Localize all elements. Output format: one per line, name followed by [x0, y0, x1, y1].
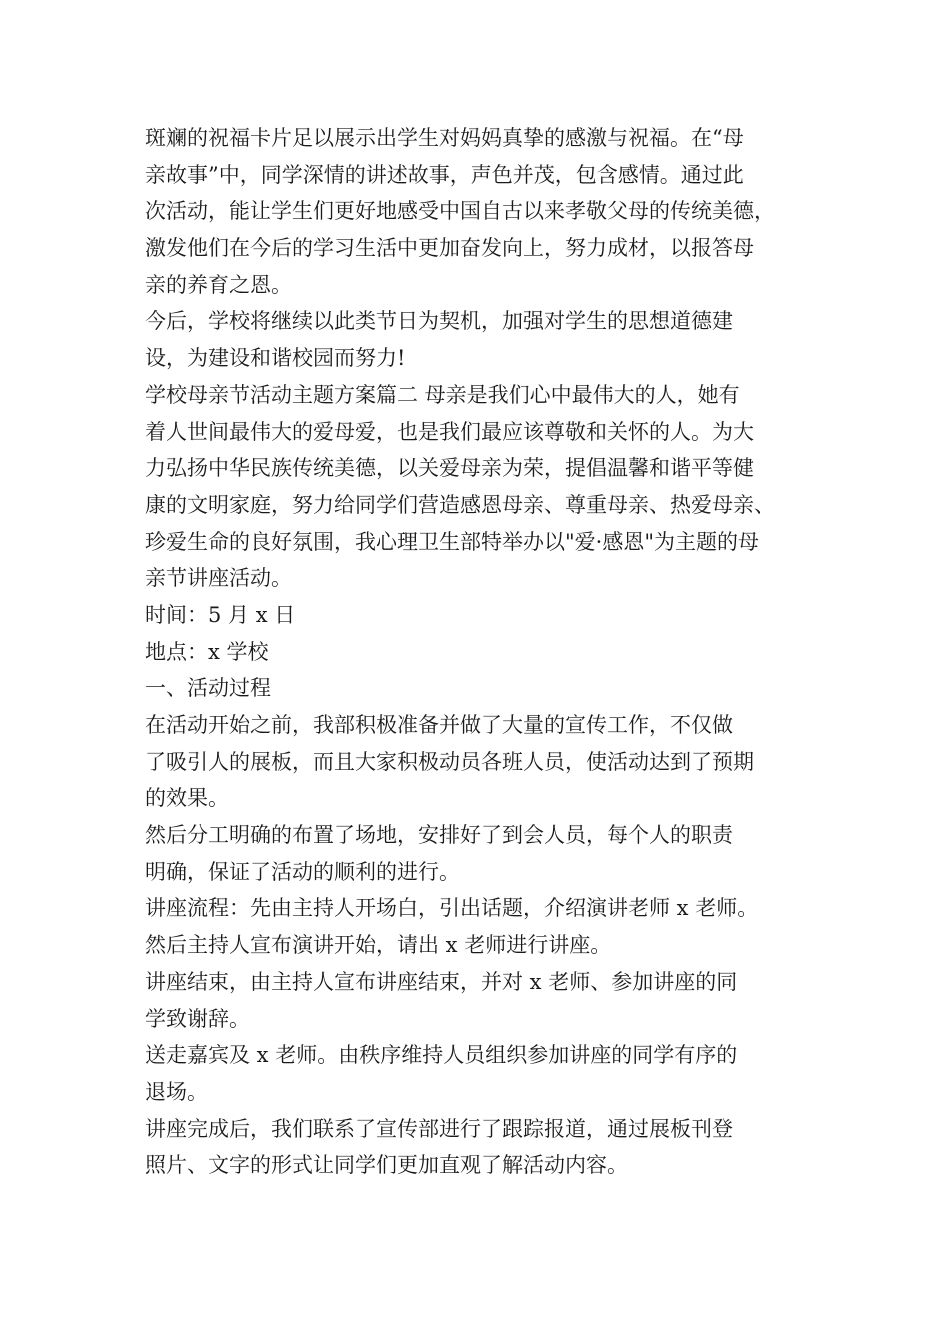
- text-line: 的效果。: [145, 786, 229, 811]
- location-line: 地点：x 学校: [145, 639, 269, 664]
- text-line: 明确，保证了活动的顺利的进行。: [145, 859, 460, 884]
- text-line: 斑斓的祝福卡片足以展示出学生对妈妈真挚的感激与祝福。在“母: [145, 126, 744, 150]
- text-line: 退场。: [145, 1079, 208, 1104]
- text-line: 学致谢辞。: [145, 1006, 250, 1031]
- text-line: 照片、文字的形式让同学们更加直观了解活动内容。: [145, 1153, 628, 1178]
- text-line: 在活动开始之前，我部积极准备并做了大量的宣传工作，不仅做: [145, 713, 733, 737]
- text-line: 次活动，能让学生们更好地感受中国自古以来孝敬父母的传统美德，: [145, 199, 775, 224]
- subheading-line: 一、活动过程: [145, 676, 271, 701]
- text-line: 着人世间最伟大的爱母爱，也是我们最应该尊敬和关怀的人。为大: [145, 419, 754, 444]
- text-line: 送走嘉宾及 x 老师。由秩序维持人员组织参加讲座的同学有序的: [145, 1043, 738, 1068]
- text-line: 然后分工明确的布置了场地，安排好了到会人员，每个人的职责: [145, 823, 733, 848]
- text-line: 然后主持人宣布演讲开始，请出 x 老师进行讲座。: [145, 933, 612, 958]
- text-line: 讲座流程：先由主持人开场白，引出话题，介绍演讲老师 x 老师。: [145, 896, 759, 921]
- text-line: 亲的养育之恩。: [145, 272, 292, 297]
- section-heading-line: 学校母亲节活动主题方案篇二 母亲是我们心中最伟大的人，她有: [145, 382, 740, 407]
- text-line: 了吸引人的展板，而且大家积极动员各班人员，使活动达到了预期: [145, 749, 754, 774]
- text-line: 珍爱生命的良好氛围，我心理卫生部特举办以"爱·感恩"为主题的母: [145, 529, 759, 554]
- text-line: 亲节讲座活动。: [145, 566, 292, 591]
- text-line: 设，为建设和谐校园而努力!: [145, 346, 406, 371]
- time-line: 时间：5 月 x 日: [145, 602, 296, 627]
- text-line: 讲座完成后，我们联系了宣传部进行了跟踪报道，通过展板刊登: [145, 1116, 733, 1141]
- text-line: 亲故事”中，同学深情的讲述故事，声色并茂，包含感情。通过此: [145, 162, 744, 187]
- text-line: 力弘扬中华民族传统美德，以关爱母亲为荣，提倡温馨和谐平等健: [145, 456, 754, 481]
- text-line: 激发他们在今后的学习生活中更加奋发向上，努力成材，以报答母: [145, 236, 754, 261]
- text-line: 讲座结束，由主持人宣布讲座结束，并对 x 老师、参加讲座的同: [145, 969, 738, 994]
- text-line: 今后，学校将继续以此类节日为契机，加强对学生的思想道德建: [145, 309, 733, 334]
- text-line: 康的文明家庭，努力给同学们营造感恩母亲、尊重母亲、热爱母亲、: [145, 492, 775, 517]
- document-body: [145, 120, 820, 1184]
